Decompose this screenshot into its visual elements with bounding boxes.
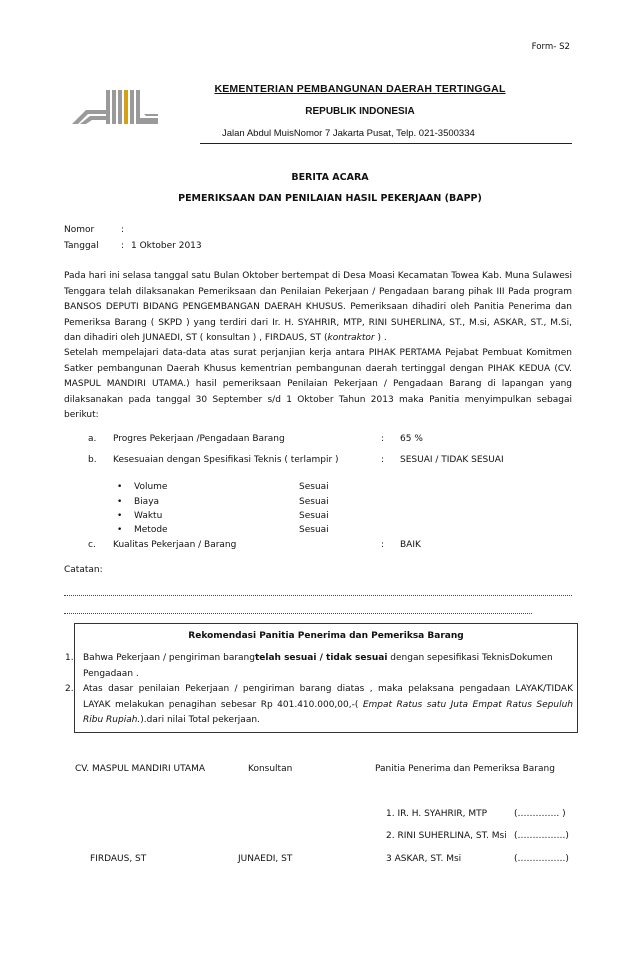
contractor-name: FIRDAUS, ST <box>90 854 147 864</box>
item-c-value: BAIK <box>400 540 421 550</box>
doc-title: BERITA ACARA <box>291 172 369 183</box>
rekomendasi-item-2-italic: Empat Ratus satu Juta Empat Ratus Sepuluh Ribu Rupiah. <box>83 699 573 725</box>
item-c-sep: : <box>381 540 385 550</box>
tanggal-label: Tanggal <box>64 241 99 251</box>
rekomendasi-item-2-tail: ).dari nilai Total pekerjaan. <box>140 715 260 725</box>
member-sign-line: (………….. ) <box>514 809 566 819</box>
bullet-value: Sesuai <box>299 482 329 492</box>
catatan-label: Catatan: <box>64 565 103 575</box>
bullet-label: Biaya <box>134 497 160 507</box>
tanggal-value: 1 Oktober 2013 <box>131 241 202 251</box>
ministry-name: KEMENTERIAN PEMBANGUNAN DAERAH TERTINGGAL <box>214 83 506 95</box>
ministry-address: Jalan Abdul MuisNomor 7 Jakarta Pusat, Telp. 021-3500334 <box>222 128 475 139</box>
rekomendasi-item-2-text: Atas dasar penilaian Pekerjaan / pengiriman barang diatas , maka pelaksana pengadaan LAYAK/TIDAK LAYAK melakukan penagihan sebesar Rp 401.410.000,00,-( <box>83 684 573 710</box>
form-code: Form- S2 <box>531 42 570 52</box>
republic-name: REPUBLIK INDONESIA <box>305 106 415 117</box>
rekomendasi-title: Rekomendasi Panitia Penerima dan Pemeriksa Barang <box>188 631 464 641</box>
committee-title: Panitia Penerima dan Pemeriksa Barang <box>375 764 555 774</box>
logo-graphic <box>72 90 158 124</box>
rekomendasi-item-2 <box>65 682 573 729</box>
item-c-label: Kualitas Pekerjaan / Barang <box>113 540 237 550</box>
member-sign-line: (…………….) <box>514 831 569 841</box>
contractor-title: CV. MASPUL MANDIRI UTAMA <box>75 764 205 774</box>
consultant-name: JUNAEDI, ST <box>238 854 293 864</box>
catatan-line-1 <box>64 594 572 596</box>
opening-text: Pada hari ini selasa tanggal satu Bulan Oktober bertempat di Desa Moasi Kecamatan Towea Kab. Muna Sulawesi Tenggara telah dilaksanakan Pemeriksaan dan Penilaian Pekerjaan / Pengadaan barang pihak III Pada program BANSOS DEPUTI BIDANG PENGEMBANGAN DAERAH KHUSUS. Pemeriksaan dihadiri oleh Panitia Penerima dan Pemeriksa Barang ( SKPD ) yang terdiri dari Ir. H. SYAHRIR, MTP, RINI SUHERLINA, ST., M.si, ASKAR, ST., M.Si, dan dihadiri oleh JUNAEDI, ST ( konsultan ) , FIRDAUS, ST ( <box>64 271 572 343</box>
bullet-value: Sesuai <box>299 511 329 521</box>
bullet-row: • <box>117 525 123 535</box>
header-divider <box>200 143 572 144</box>
bullet-row: • <box>117 497 123 507</box>
bullet-label: Metode <box>134 525 168 535</box>
member-sign-line: (…………….) <box>514 854 569 864</box>
item-a-label: Progres Pekerjaan /Pengadaan Barang <box>113 434 285 444</box>
rekomendasi-box <box>65 623 578 733</box>
rekomendasi-item-2-num: 2. <box>65 684 74 694</box>
member-name: 3 ASKAR, ST. Msi <box>386 854 462 864</box>
rekomendasi-item-1 <box>65 651 573 682</box>
doc-subtitle: PEMERIKSAAN DAN PENILAIAN HASIL PEKERJAAN (BAPP) <box>178 193 482 204</box>
bullet-row: • <box>117 482 123 492</box>
item-b-sep: : <box>381 455 385 465</box>
item-a-letter: a. <box>88 434 97 444</box>
bullet-value: Sesuai <box>299 525 329 535</box>
rekomendasi-item-1-text: Bahwa Pekerjaan / pengiriman barang <box>83 653 255 663</box>
bullet-value: Sesuai <box>299 497 329 507</box>
nomor-label: Nomor <box>64 225 95 235</box>
item-b-label: Kesesuaian dengan Spesifikasi Teknis ( terlampir ) <box>113 455 339 465</box>
bullet-row: • <box>117 511 123 521</box>
item-a-sep: : <box>381 434 385 444</box>
tanggal-sep: : <box>121 241 125 251</box>
nomor-sep: : <box>121 225 125 235</box>
consultant-title: Konsultan <box>248 764 293 774</box>
member-name: 2. RINI SUHERLINA, ST. Msi <box>386 831 507 841</box>
bullet-label: Volume <box>134 482 168 492</box>
catatan-line-2 <box>64 612 532 614</box>
rekomendasi-item-1-num: 1. <box>65 653 74 663</box>
opening-tail: ) . <box>374 333 387 343</box>
member-name: 1. IR. H. SYAHRIR, MTP <box>386 809 488 819</box>
findings-paragraph: Setelah mempelajari data-data atas surat perjanjian kerja antara PIHAK PERTAMA Pejabat Pembuat Komitmen Satker pembangunan Daerah Khusus kementrian pembangunan daerah tertinggal dengan PIHAK KEDUA (CV. MASPUL MANDIRI UTAMA.) hasil pemeriksaan Penilaian Pekerjaan / Pengadaan Barang di lapangan yang dilaksanakan pada tanggal 30 September s/d 1 Oktober Tahun 2013 maka Panitia menyimpulkan sebagai berikut: <box>64 348 572 420</box>
opening-italic: kontraktor <box>327 333 375 343</box>
item-a-value: 65 % <box>400 434 423 444</box>
ministry-logo <box>72 90 158 128</box>
item-b-value: SESUAI / TIDAK SESUAI <box>400 455 504 465</box>
rekomendasi-item-1-bold: telah sesuai / tidak sesuai <box>254 653 388 663</box>
opening-paragraph <box>64 269 572 347</box>
rekomendasi-item-1-tail: dengan sepesifikasi TeknisDokumen Pengadaan . <box>83 653 553 679</box>
item-b-letter: b. <box>88 455 97 465</box>
item-c-letter: c. <box>88 540 96 550</box>
bullet-label: Waktu <box>134 511 163 521</box>
